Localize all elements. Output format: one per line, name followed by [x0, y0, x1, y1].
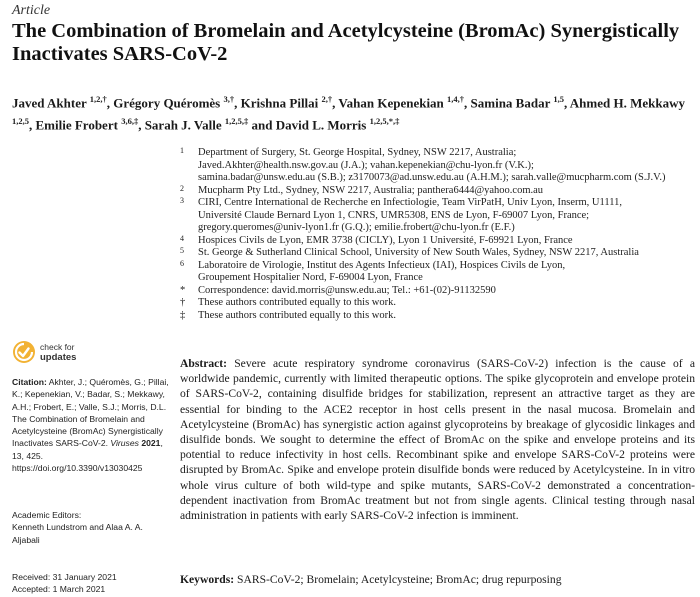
affiliation-line: CIRI, Centre International de Recherche en Infectiologie, Team VirPatH, Univ Lyon, Inserm, U1111,: [198, 197, 622, 208]
author-name[interactable]: Ahmed H. Mekkawy: [569, 95, 685, 111]
citation-year: 2021: [141, 438, 161, 449]
accepted-date: Accepted: 1 March 2021: [12, 584, 106, 595]
citation-text: Akhter, J.; Quéromès, G.; Pillai, K.; Kepenekian, V.; Badar, S.; Mekkawy, A.H.; Frobert, E.; Valle, S.J.; Morris, D.L. The Combination of Bromelain and Acetylcysteine (BromAc) Synergistically Inactivates SARS-CoV-2.: [12, 377, 169, 449]
abstract-text: Severe acute respiratory syndrome coronavirus (SARS-CoV-2) infection is the cause of a worldwide pandemic, currently with limited therapeutic options. The spike glycoprotein and envelope protein of SARS-CoV-2, containing disulfide bridges for stabilization, represent an attractive target as they are essential for binding to the ACE2 receptor in host cells present in the nasal mucosa. Bromelain and Acetylcysteine (BromAc) has synergistic action against glycoproteins by breakage of glycosidic linkages and disulfide bonds. We sought to determine the effect of BromAc on the spike and envelope proteins and its potential to reduce infectivity in host cells. Recombinant spike and envelope SARS-CoV-2 proteins were disrupted by BromAc. Spike and envelope protein disulfide bonds were reduced by Acetylcysteine. In in vitro whole virus culture of both wild-type and spike mutants, SARS-CoV-2 demonstrated a concentration-dependent inactivation from BromAc treatment but not from single agents. Clinical testing through nasal administration in patients with early SARS-CoV-2 infection is imminent.: [180, 357, 695, 523]
affiliation-line: These authors contributed equally to this work.: [198, 309, 396, 321]
author-affiliation-mark: 2,†: [321, 94, 333, 104]
affiliation-line: Mucpharm Pty Ltd., Sydney, NSW 2217, Australia; panthera6444@yahoo.com.au: [198, 184, 544, 196]
author-affiliation-mark: 1,2,5: [12, 116, 29, 127]
author-name[interactable]: Grégory Quéromès: [113, 95, 221, 111]
affiliation-item: [180, 260, 695, 285]
affiliation-mark: 6: [180, 258, 184, 268]
abstract-label: Abstract:: [180, 357, 228, 370]
editors-label: Academic Editors:: [12, 510, 82, 520]
affiliation-item: [180, 147, 695, 185]
affiliation-mark: †: [180, 297, 186, 308]
citation-volume: , 13, 425.: [12, 438, 163, 461]
abstract: [180, 356, 695, 523]
academic-editors: [12, 509, 172, 546]
affiliation-item: [180, 185, 695, 198]
author-affiliation-mark: 1,5: [553, 94, 564, 104]
affiliation-item: [180, 285, 695, 298]
article-type-label: Article: [12, 3, 51, 18]
author-affiliation-mark: 1,4,†: [447, 94, 465, 104]
keywords: [180, 573, 695, 586]
affiliation-line: These authors contributed equally to this work.: [198, 297, 396, 308]
affiliation-line: Laboratoire de Virologie, Institut des Agents Infectieux (IAI), Hospices Civils de Lyon,: [198, 259, 566, 271]
affiliation-line: St. George & Sutherland Clinical School, University of New South Wales, Sydney, NSW 2217, Australia: [198, 247, 639, 258]
author-name[interactable]: Vahan Kepenekian: [338, 95, 444, 111]
citation-label: Citation:: [12, 377, 47, 387]
affiliation-line: Groupement Hospitalier Nord, F-69004 Lyon, France: [198, 272, 423, 283]
author-name[interactable]: Javed Akhter: [12, 95, 87, 111]
affiliation-mark: 2: [180, 183, 184, 193]
author-name[interactable]: Sarah J. Valle: [144, 117, 222, 133]
authors-conjunction: and: [248, 117, 276, 133]
check-for-updates-button[interactable]: [12, 340, 122, 366]
author-name[interactable]: Emilie Frobert: [35, 117, 118, 133]
affiliation-item: [180, 247, 695, 260]
affiliation-line: Correspondence: david.morris@unsw.edu.au; Tel.: +61-(02)-91132590: [198, 284, 496, 296]
author-affiliation-mark: 1,2,†: [89, 94, 107, 104]
author-affiliation-mark: 1,2,5,*,‡: [369, 116, 400, 127]
affiliation-line: Javed.Akhter@health.nsw.gov.au (J.A.); vahan.kepenekian@chu-lyon.fr (V.K.);: [198, 159, 534, 171]
dates: [12, 571, 172, 596]
author-affiliation-mark: 3,6,‡: [121, 116, 139, 127]
affiliation-item: [180, 235, 695, 248]
citation-doi-link[interactable]: https://doi.org/10.3390/v13030425: [12, 463, 143, 474]
affiliation-line: Hospices Civils de Lyon, EMR 3738 (CICLY), Lyon 1 Université, F-69921 Lyon, France: [198, 234, 573, 246]
affiliations-list: [180, 147, 695, 322]
paper-title: The Combination of Bromelain and Acetylcysteine (BromAc) Synergistically Inactivates SARS-CoV-2: [12, 20, 680, 65]
affiliation-item: [180, 297, 695, 310]
affiliation-mark: 5: [180, 246, 184, 255]
affiliation-mark: 4: [180, 233, 184, 243]
check-for-updates-badge-icon: [12, 340, 36, 364]
affiliation-line: samina.badar@unsw.edu.au (S.B.); z3170073@ad.unsw.edu.au (A.H.M.); sarah.valle@mucpharm.com (S.J.V.): [198, 172, 666, 183]
author-affiliation-mark: 3,†: [223, 94, 235, 104]
author-name[interactable]: Samina Badar: [470, 95, 551, 111]
affiliation-mark: 3: [180, 196, 184, 205]
author-list: Javed Akhter $^{1,2,\dagger}$, Grégory Quéromès $^{3,\dagger}$, Krishna Pillai $^{2,\dagger}$, Vahan Kepenekian $^{1,4,\dagger}$, Samina Badar $^{1,5}$, Ahmed H. Mekkawy $^{1,2,5}$, Emilie Frobert $^{3,6,\ddagger}$, Sarah J. Valle $^{1,2,5,\ddagger}$ and David L. Morris $^{1,2,5,*,\ddagger}$: [12, 94, 685, 133]
received-date: Received: 31 January 2021: [12, 572, 117, 582]
affiliation-line: Université Claude Bernard Lyon 1, CNRS, UMR5308, ENS de Lyon, F-69007 Lyon, France;: [198, 209, 590, 221]
author-name[interactable]: Krishna Pillai: [240, 95, 319, 111]
affiliation-mark: 1: [180, 146, 184, 155]
affiliation-mark: ‡: [180, 309, 186, 321]
editors-names: Kenneth Lundstrom and Alaa A. A. Aljabali: [12, 522, 143, 545]
citation-journal: Viruses: [110, 438, 139, 449]
author-affiliation-mark: 1,2,5,‡: [224, 116, 249, 127]
keywords-text: SARS-CoV-2; Bromelain; Acetylcysteine; BromAc; drug repurposing: [237, 573, 562, 586]
affiliation-mark: *: [180, 284, 186, 296]
affiliation-line: gregory.queromes@univ-lyon1.fr (G.Q.); emilie.frobert@chu-lyon.fr (E.F.): [198, 222, 515, 233]
author-name[interactable]: David L. Morris: [275, 117, 367, 133]
affiliation-item: [180, 197, 695, 235]
affiliation-item: [180, 310, 695, 323]
affiliation-line: Department of Surgery, St. George Hospital, Sydney, NSW 2217, Australia;: [198, 147, 517, 158]
citation-block: [12, 376, 172, 474]
check-for-updates-label: check for updates: [40, 342, 77, 363]
keywords-label: Keywords:: [180, 573, 235, 586]
